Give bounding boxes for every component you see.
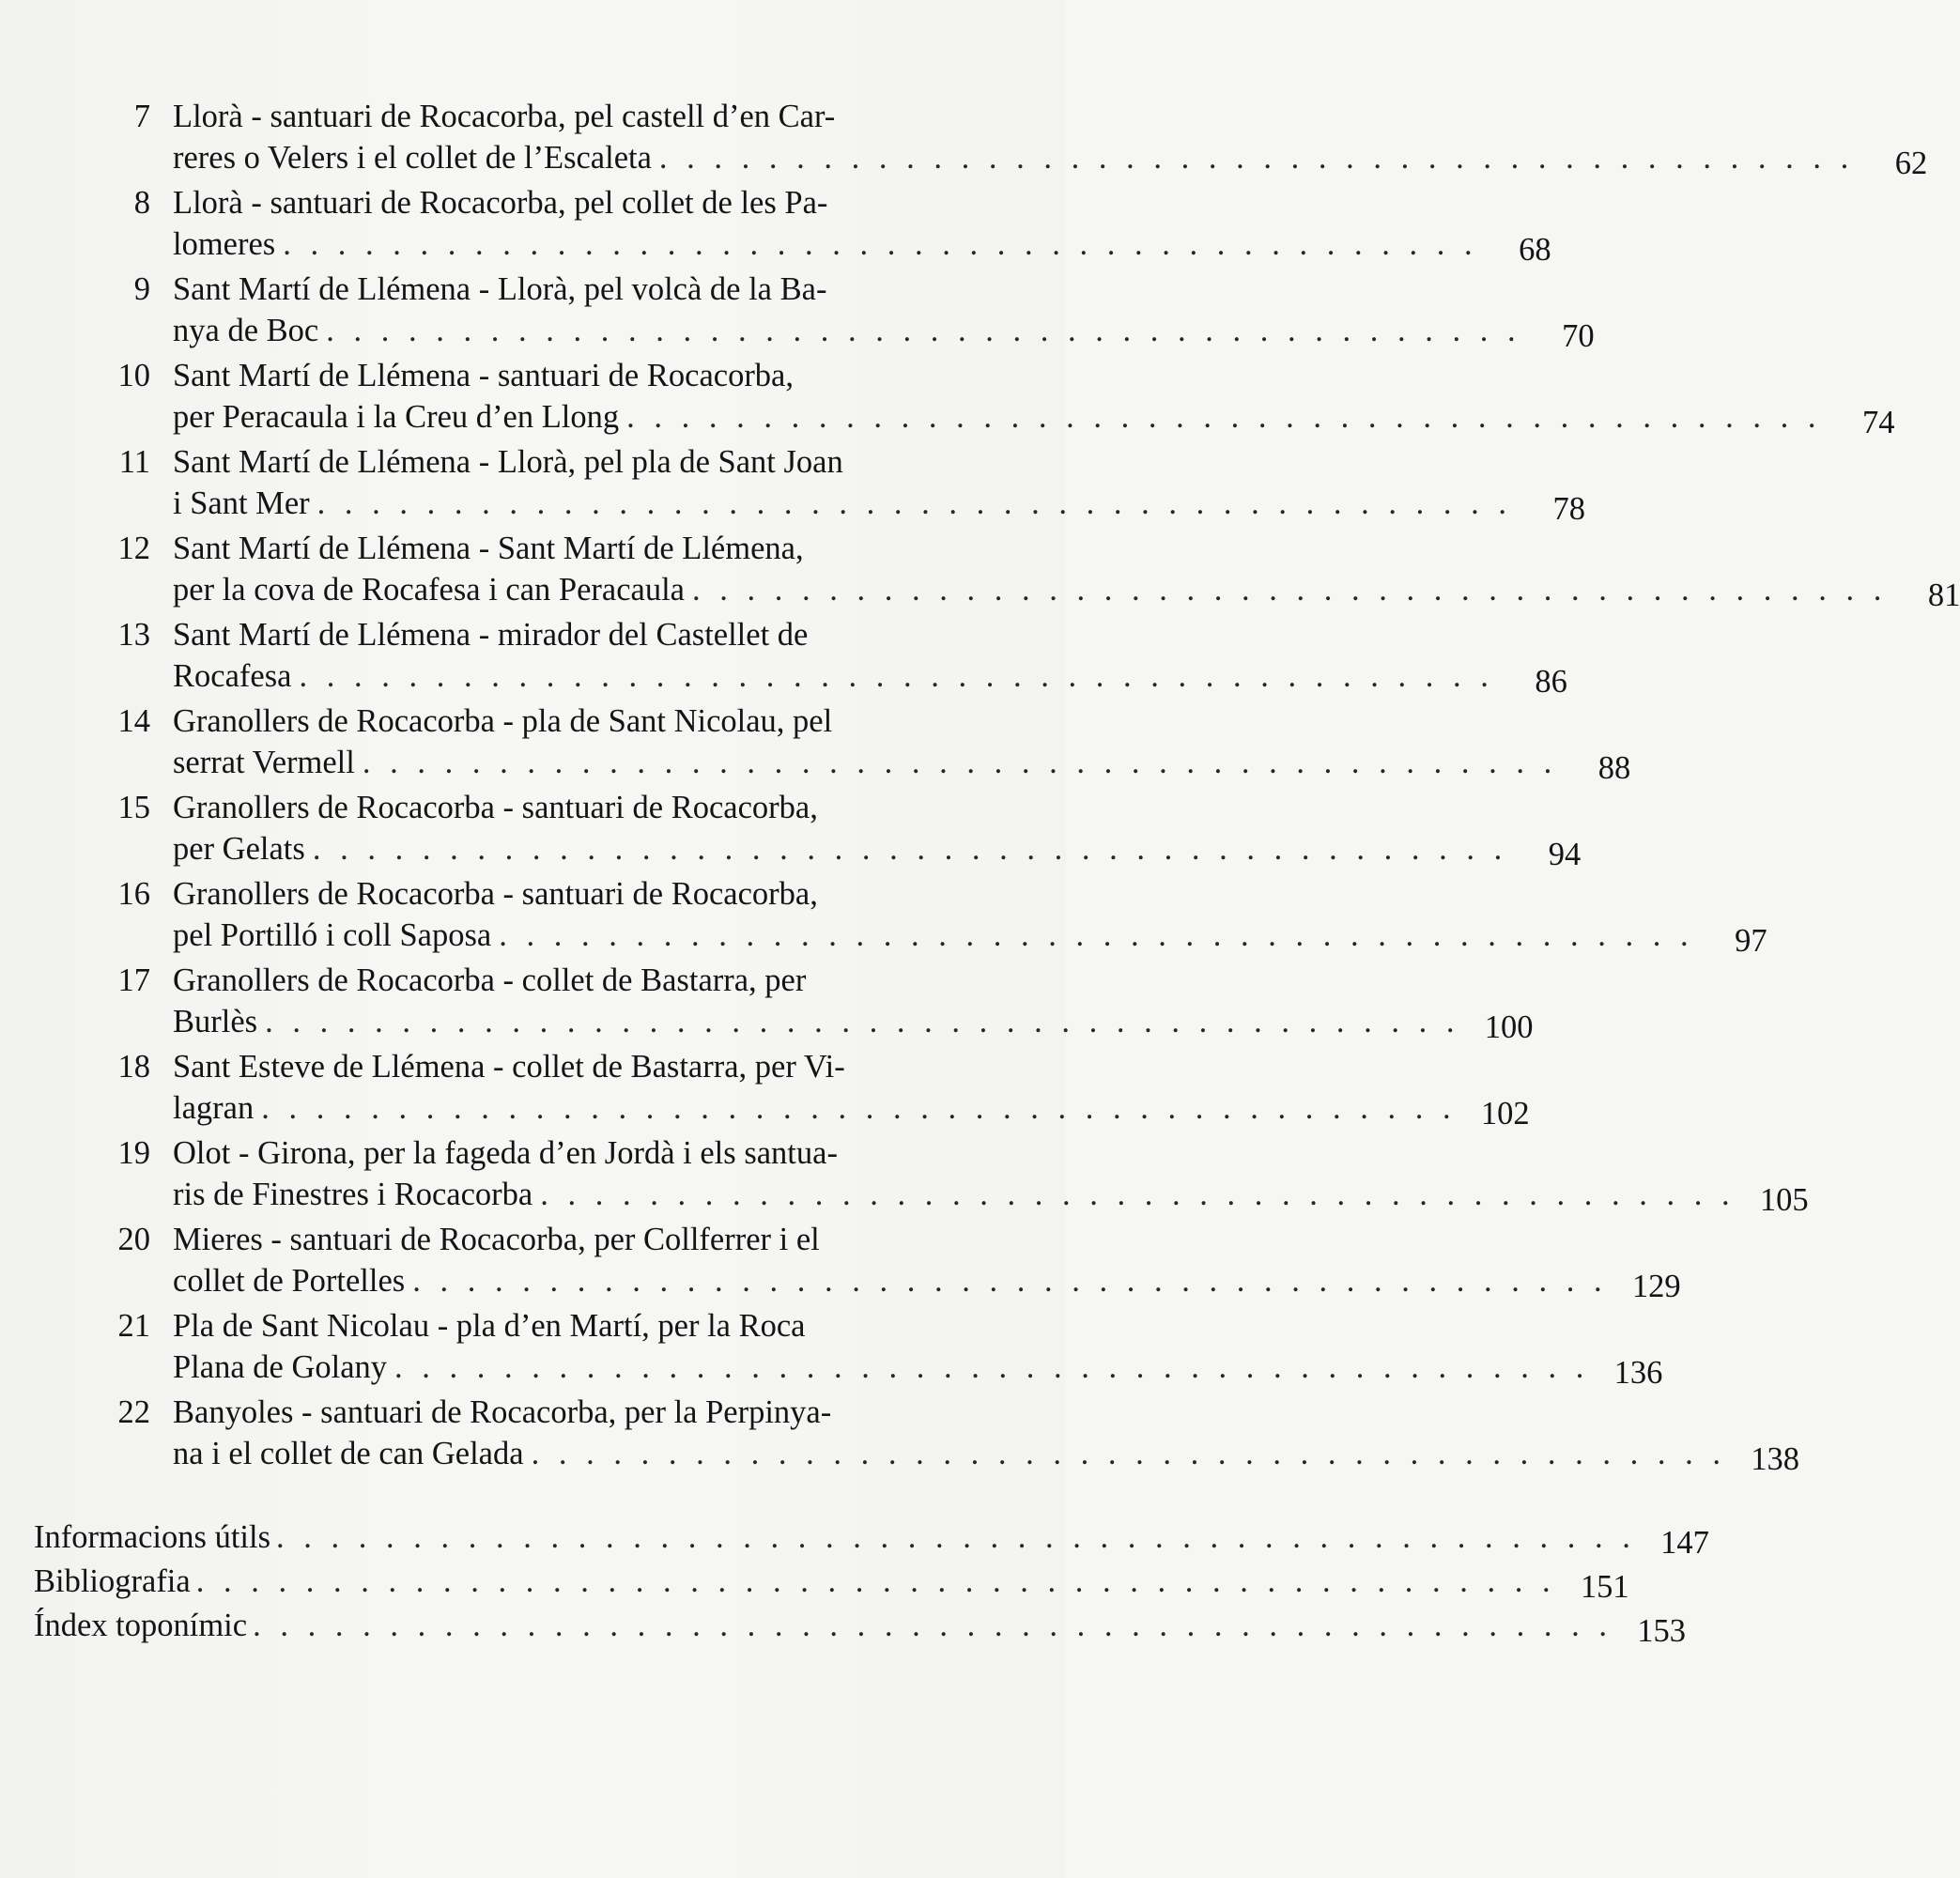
toc-entry-page: 86 — [1535, 664, 1567, 700]
toc-entry-number: 21 — [117, 1308, 150, 1344]
toc-entry-line: Granollers de Rocacorba - santuari de Rocacorba, — [173, 790, 818, 825]
dot-leader: . . . . . . . . . . . . . . . . . . . . . . . . . . . . . . . . . . . . . . . . . . . . — [316, 485, 1513, 521]
dot-leader: . . . . . . . . . . . . . . . . . . . . . . . . . . . . . . . . . . . . . . . . . . . . — [326, 313, 1521, 348]
toc-entry-number: 13 — [117, 617, 150, 653]
general-entry-title: Informacions útils — [34, 1519, 270, 1555]
toc-entry-text — [173, 96, 1928, 181]
toc-entry-number: 12 — [117, 531, 150, 566]
toc-entry-line: per Gelats — [173, 831, 305, 867]
toc-entry-line: Llorà - santuari de Rocacorba, pel castell d’en Car- — [173, 99, 836, 134]
toc-entry-last-line — [173, 1347, 1663, 1391]
toc-entry-page: 102 — [1480, 1096, 1530, 1131]
toc-entry-number: 14 — [117, 703, 150, 739]
toc-entry — [94, 1132, 1809, 1218]
toc-entry-page: 136 — [1613, 1355, 1663, 1391]
toc-entry — [94, 1046, 1530, 1131]
dot-leader: . . . . . . . . . . . . . . . . . . . . . . . . . . . . . . . . . . . . . . . . . . . . — [691, 572, 1888, 608]
toc-entry-line: ris de Finestres i Rocacorba — [173, 1177, 533, 1212]
toc-entry-number: 10 — [117, 358, 150, 393]
toc-entry-line: Sant Martí de Llémena - Sant Martí de Llémena, — [173, 531, 804, 566]
toc-entry-last-line — [173, 310, 1595, 354]
toc-entry-text — [173, 355, 1895, 440]
toc-entry-number: 7 — [133, 99, 150, 134]
toc-entry-line: serrat Vermell — [173, 745, 355, 780]
toc-entry-number: 9 — [133, 271, 150, 307]
toc-entry-last-line — [173, 655, 1567, 700]
toc-entry-page: 105 — [1759, 1182, 1809, 1218]
dot-leader: . . . . . . . . . . . . . . . . . . . . . . . . . . . . . . . . . . . . . . . . . . . . — [394, 1349, 1590, 1385]
toc-entry-line: Mieres - santuari de Rocacorba, per Collferrer i el — [173, 1222, 820, 1257]
toc-entry-page: 88 — [1597, 750, 1631, 786]
toc-entry — [94, 1305, 1663, 1391]
toc-entry-line: per la cova de Rocafesa i can Peracaula — [173, 572, 685, 608]
general-entry-page: 151 — [1580, 1569, 1629, 1605]
toc-entry-line: Granollers de Rocacorba - santuari de Rocacorba, — [173, 876, 818, 912]
toc-entry-page: 97 — [1735, 923, 1767, 959]
toc-entry-line: per Peracaula i la Creu d’en Llong — [173, 399, 620, 435]
toc-entry — [94, 269, 1595, 354]
dot-leader: . . . . . . . . . . . . . . . . . . . . . . . . . . . . . . . . . . . . . . . . . . . . — [626, 399, 1822, 435]
toc-entry-text — [173, 873, 1767, 959]
toc-entry-page: 78 — [1552, 491, 1586, 527]
toc-entry-number: 15 — [117, 790, 150, 825]
toc-entry-text — [173, 960, 1534, 1045]
toc-entry-text — [173, 1046, 1530, 1131]
dot-leader: . . . . . . . . . . . . . . . . . . . . . . . . . . . . . . . . . . . . . . . . . . . . — [299, 658, 1494, 694]
dot-leader: . . . . . . . . . . . . . . . . . . . . . . . . . . . . . . . . . . . . . . . . . . . . — [362, 745, 1558, 780]
toc-entry-line: Rocafesa — [173, 658, 292, 694]
toc-entry-number: 8 — [133, 185, 150, 221]
toc-entry — [94, 96, 1928, 181]
general-entry-page: 153 — [1637, 1613, 1686, 1649]
toc-entry-line: nya de Boc — [173, 313, 319, 348]
general-entry — [34, 1561, 1629, 1605]
toc-entry-line: collet de Portelles — [173, 1263, 406, 1299]
toc-entry-page: 62 — [1894, 146, 1928, 181]
toc-entry-number: 20 — [117, 1222, 150, 1257]
toc-entry — [94, 873, 1767, 959]
toc-entry — [94, 441, 1586, 527]
toc-entry-text — [173, 1305, 1663, 1391]
general-entry — [34, 1516, 1709, 1561]
toc-entry-line: Banyoles - santuari de Rocacorba, per la Perpinya- — [173, 1394, 832, 1430]
dot-leader: . . . . . . . . . . . . . . . . . . . . . . . . . . . . . . . . . . . . . . . . . . . . . . . . . . — [195, 1563, 1556, 1599]
toc-entry-line: Llorà - santuari de Rocacorba, pel collet de les Pa- — [173, 185, 828, 221]
toc-entry-number: 22 — [117, 1394, 150, 1430]
toc-entry-page: 74 — [1862, 405, 1895, 440]
toc-entry-number: 17 — [117, 962, 150, 998]
dot-leader: . . . . . . . . . . . . . . . . . . . . . . . . . . . . . . . . . . . . . . . . . . . . — [261, 1090, 1457, 1126]
toc-entry — [94, 355, 1895, 440]
general-entry — [34, 1605, 1686, 1649]
dot-leader: . . . . . . . . . . . . . . . . . . . . . . . . . . . . . . . . . . . . . . . . . . . . . . . . . . — [276, 1519, 1636, 1555]
dot-leader: . . . . . . . . . . . . . . . . . . . . . . . . . . . . . . . . . . . . . . . . . . . . — [283, 226, 1478, 262]
toc-entry-text — [173, 700, 1631, 786]
toc-entry-line: Granollers de Rocacorba - collet de Bastarra, per — [173, 962, 807, 998]
toc-entry-text — [173, 528, 1960, 613]
toc-entry-last-line — [173, 1174, 1809, 1218]
toc-entry — [94, 1392, 1799, 1477]
toc-entry — [94, 960, 1534, 1045]
toc-entry-page: 68 — [1519, 232, 1551, 268]
toc-entry-text — [173, 787, 1582, 872]
toc-entry-last-line — [173, 223, 1551, 268]
toc-entry-text — [173, 182, 1551, 268]
toc-entry-page: 81 — [1927, 577, 1960, 613]
toc-entry — [94, 787, 1582, 872]
general-entry-page: 147 — [1660, 1525, 1709, 1561]
toc-entry-text — [173, 614, 1567, 700]
dot-leader: . . . . . . . . . . . . . . . . . . . . . . . . . . . . . . . . . . . . . . . . . . . . . . . . . . — [253, 1608, 1613, 1643]
toc-entry-page: 129 — [1631, 1269, 1681, 1304]
table-of-contents — [94, 96, 1960, 1478]
toc-entry-line: na i el collet de can Gelada — [173, 1436, 524, 1471]
toc-entry-line: lagran — [173, 1090, 255, 1126]
toc-entry-page: 94 — [1548, 837, 1582, 872]
toc-entry-number: 11 — [118, 444, 150, 480]
toc-entry — [94, 528, 1960, 613]
dot-leader: . . . . . . . . . . . . . . . . . . . . . . . . . . . . . . . . . . . . . . . . . . . . — [499, 917, 1694, 953]
toc-entry-last-line — [173, 742, 1631, 786]
toc-entry-last-line — [173, 1001, 1534, 1045]
general-entry-title: Bibliografia — [34, 1563, 191, 1599]
toc-entry-line: Burlès — [173, 1004, 258, 1039]
toc-entry-number: 19 — [117, 1135, 150, 1171]
toc-entry-line: Olot - Girona, per la fageda d’en Jordà i els santua- — [173, 1135, 838, 1171]
general-sections — [34, 1516, 1709, 1649]
toc-entry-line: pel Portilló i coll Saposa — [173, 917, 492, 953]
toc-entry-page: 138 — [1751, 1441, 1799, 1477]
toc-entry-line: reres o Velers i el collet de l’Escaleta — [173, 140, 652, 176]
toc-entry-text — [173, 441, 1586, 527]
toc-entry-last-line — [173, 137, 1928, 181]
toc-entry-number: 18 — [117, 1049, 150, 1085]
toc-entry-line: i Sant Mer — [173, 485, 310, 521]
toc-entry-text — [173, 1219, 1681, 1304]
toc-entry-last-line — [173, 483, 1586, 527]
toc-entry-text — [173, 1392, 1799, 1477]
toc-entry-number: 16 — [117, 876, 150, 912]
toc-entry-line: Pla de Sant Nicolau - pla d’en Martí, per la Roca — [173, 1308, 806, 1344]
toc-entry-last-line — [173, 1433, 1799, 1477]
toc-entry-line: Sant Esteve de Llémena - collet de Bastarra, per Vi- — [173, 1049, 845, 1085]
toc-entry-line: Sant Martí de Llémena - santuari de Rocacorba, — [173, 358, 794, 393]
toc-entry-line: Sant Martí de Llémena - Llorà, pel volcà de la Ba- — [173, 271, 827, 307]
toc-entry-last-line — [173, 828, 1582, 872]
dot-leader: . . . . . . . . . . . . . . . . . . . . . . . . . . . . . . . . . . . . . . . . . . . . — [531, 1436, 1726, 1471]
toc-entry-last-line — [173, 1087, 1530, 1131]
dot-leader: . . . . . . . . . . . . . . . . . . . . . . . . . . . . . . . . . . . . . . . . . . . . — [312, 831, 1508, 867]
toc-entry-page: 70 — [1562, 318, 1595, 354]
toc-entry-line: Sant Martí de Llémena - mirador del Castellet de — [173, 617, 809, 653]
toc-entry-line: Granollers de Rocacorba - pla de Sant Nicolau, pel — [173, 703, 833, 739]
toc-entry-last-line — [173, 1260, 1681, 1304]
toc-entry-last-line — [173, 396, 1895, 440]
general-entry-title: Índex toponímic — [34, 1608, 248, 1643]
toc-entry — [94, 700, 1631, 786]
toc-entry — [94, 182, 1551, 268]
dot-leader: . . . . . . . . . . . . . . . . . . . . . . . . . . . . . . . . . . . . . . . . . . . . — [412, 1263, 1608, 1299]
toc-entry-last-line — [173, 915, 1767, 959]
toc-entry-text — [173, 269, 1595, 354]
toc-entry-text — [173, 1132, 1809, 1218]
toc-entry-line: Sant Martí de Llémena - Llorà, pel pla de Sant Joan — [173, 444, 843, 480]
toc-entry-page: 100 — [1484, 1009, 1534, 1045]
dot-leader: . . . . . . . . . . . . . . . . . . . . . . . . . . . . . . . . . . . . . . . . . . . . — [658, 140, 1855, 176]
dot-leader: . . . . . . . . . . . . . . . . . . . . . . . . . . . . . . . . . . . . . . . . . . . . — [540, 1177, 1736, 1212]
toc-entry — [94, 614, 1567, 700]
toc-entry-last-line — [173, 569, 1960, 613]
dot-leader: . . . . . . . . . . . . . . . . . . . . . . . . . . . . . . . . . . . . . . . . . . . . — [265, 1004, 1460, 1039]
toc-entry-line: Plana de Golany — [173, 1349, 388, 1385]
toc-entry — [94, 1219, 1681, 1304]
toc-entry-line: lomeres — [173, 226, 276, 262]
